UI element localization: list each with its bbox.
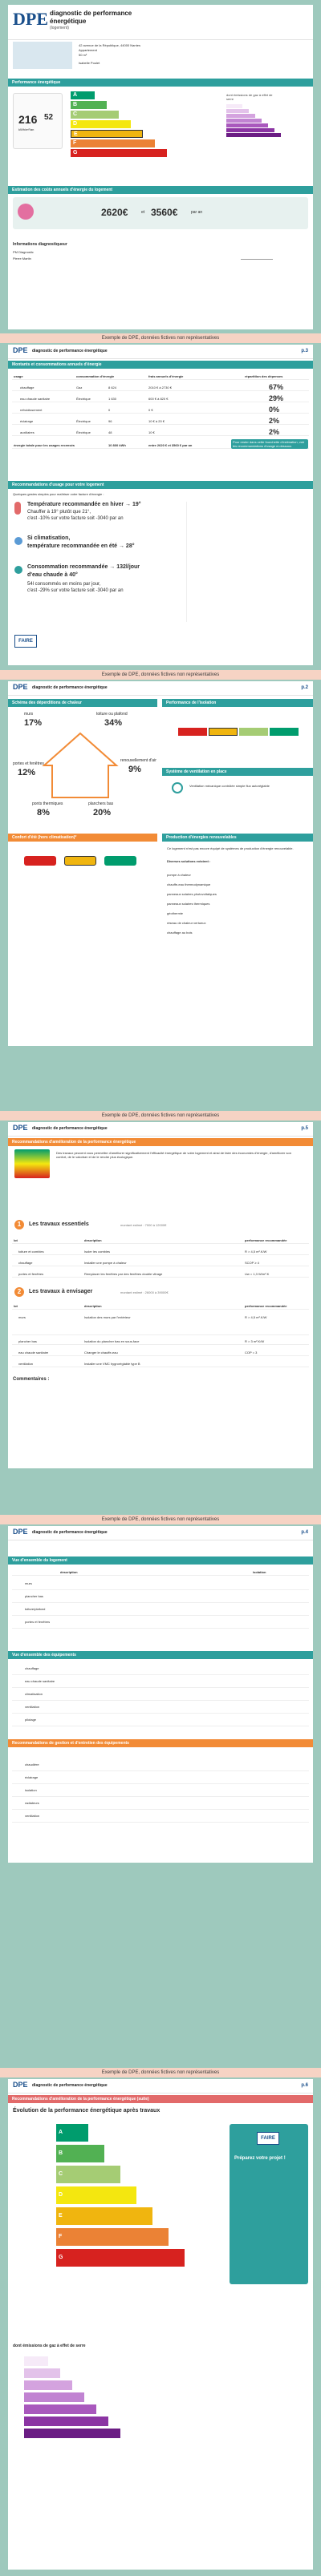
table-row: chauffage [12,1664,309,1675]
thermometer-icon [14,502,21,515]
section-consumption: Montants et consommations annuels d'énergie [8,361,313,369]
tip-heating: Température recommandée en hiver → 19° [27,502,141,507]
improvements-intro: Des travaux peuvent vous permettre d'améliorer significativement l'efficacité énergétique de votre logement et ainsi de faire des économies d'énergie, d'améliorer son confort, de le valoriser et de le rendre plus écologique. [56,1151,291,1159]
class-b-bar: B [56,2145,104,2162]
house-outline-icon [40,729,120,801]
step-1-badge: 1 [14,1220,24,1229]
roof-label: toiture ou plafond [96,712,128,717]
owner: Isabelle Poulet [79,61,100,65]
address: 42 avenue de la République, 44000 Nantes [79,43,140,47]
insulation-scale [178,717,299,749]
page-1 [8,5,313,329]
section-costs: Estimation des coûts annuels d'énergie du logement [8,186,313,194]
table-row: climatisation [12,1690,309,1701]
example-banner: Exemple de DPE, données fictives non représentatives [0,2068,321,2077]
example-banner: Exemple de DPE, données fictives non représentatives [0,1515,321,1524]
dpe-logo: DPE [13,683,28,691]
page-number: p.5 [301,1126,308,1131]
page-number: p.2 [301,685,308,690]
list-item: pompe à chaleur [167,873,191,877]
table-row: éclairage [12,1773,309,1784]
page-header [8,2079,313,2094]
comments-label: Commentaires : [13,1377,50,1382]
roof-pct: 34% [104,718,123,728]
section-losses: Schéma des déperditions de chaleur [8,699,157,707]
list-item: panneaux solaires thermiques [167,902,210,906]
bridges-label: ponts thermiques [32,801,63,806]
w1-amount: montant estimé : 7000 à 12000€ [120,1223,167,1227]
page-title: diagnostic de performance énergétique [32,1126,108,1131]
cost-sep: et [141,210,145,215]
dpe-logo: DPE [13,346,28,354]
table-row: ventilation [12,1702,309,1714]
w2-amount: montant estimé : 26000 à 39000€ [120,1290,169,1294]
class-f-bar: F [71,139,155,147]
tip-water-c: 54l consommés en moins par jour, [27,582,101,587]
table-row: eau chaude sanitaire Changer le chauffe-eau COP = 3 [12,1348,309,1356]
page-3 [8,681,313,1046]
house-diagram [40,729,120,801]
scale-graphic [14,1149,50,1178]
w1-title: Les travaux essentiels [29,1221,89,1227]
section-equipment: Vue d'ensemble des équipements [8,1651,313,1659]
fan-icon [172,782,183,793]
class-b-bar: B [71,101,107,109]
surface: 50 m² [79,53,87,57]
table-row: portes et fenêtres Remplacer les fenêtres par des fenêtres double vitrage Uw = 1,3 W/m².K [12,1270,309,1278]
dpe-logo: DPE [13,1528,28,1536]
property-info [79,43,207,66]
w2-header: lot description performance recommandée [12,1302,309,1310]
windows-pct: 12% [18,768,36,777]
tip-water: Consommation recommandée → 132l/jour [27,564,140,570]
ges-note: dont émissions de gaz à effet de serre [226,93,273,101]
cost-high: 3560€ [151,207,178,218]
example-banner: Exemple de DPE, données fictives non représentatives [0,1111,321,1120]
page-header [8,681,313,696]
signature [241,244,273,260]
table-row: ventilation Installer une VMC hygroréglable type B [12,1359,309,1367]
page-title: diagnostic de performance énergétique [50,10,132,25]
table-row: isolation [12,1786,309,1797]
table-row: pilotage [12,1715,309,1726]
example-banner: Exemple de DPE, données fictives non représentatives [0,670,321,680]
class-c-bar: C [71,111,119,119]
usage-intro: Quelques gestes simples pour maîtriser votre facture d'énergie : [13,492,104,496]
w2-title: Les travaux à envisager [29,1289,93,1294]
page-4 [8,1122,313,1468]
page-number: p.3 [301,349,308,353]
ges-value: 52 [44,113,54,122]
water-icon [14,566,22,574]
table-row: eau chaude sanitaire Électrique 1 630 600 € à 820 € 29% [12,394,309,402]
section-renewables: Production d'énergies renouvelables [162,834,313,842]
snowflake-icon [14,537,22,545]
table-row: auxiliaires Électrique 48 10 € 2% [12,428,309,436]
diag-info-title: Informations diagnostiqueur [13,242,67,247]
tip-water-d: c'est -29% sur votre facture soit -3040 par an [27,588,124,593]
page-title: diagnostic de performance énergétique [32,685,108,690]
bridges-pct: 8% [37,808,50,818]
table-row: portes et fenêtres [12,1617,309,1629]
page-number: p.4 [301,1530,308,1535]
table-row: chauffage Installer une pompe à chaleur SCOP ≥ 4 [12,1258,309,1266]
section-improvements: Recommandations d'amélioration de la performance énergétique [8,1138,313,1146]
property-type: Appartement [79,48,97,52]
list-item: réseau de chaleur vertueux [167,921,206,925]
evolution-scale [56,2124,217,2284]
building-photo [13,42,72,69]
dpe-logo: DPE [13,9,48,29]
diag-name: Pierre Martin [13,256,31,260]
list-item: chauffe-eau thermodynamique [167,882,211,886]
class-a-bar: A [71,91,95,99]
energy-unit: kWh/m²/an [18,127,35,131]
page-header [8,1526,313,1540]
page-title: diagnostic de performance énergétique [32,2083,108,2088]
class-g-bar: G [71,149,167,157]
project-panel [230,2124,308,2284]
tip-water-b: d'eau chaude à 40° [27,572,78,578]
class-a-bar: A [56,2124,88,2142]
tip-heating-a: Chauffer à 19° plutôt que 21°, [27,510,91,515]
section-ventilation: Système de ventilation en place [162,768,313,776]
table-row: radiateurs [12,1799,309,1810]
table-row: éclairage Électrique 96 10 € à 20 € 2% [12,417,309,425]
section-improvements-cont: Recommandations d'amélioration de la performance énergétique (suite) [8,2095,313,2103]
section-performance: Performance énergétique [8,79,313,87]
renew-intro: Ce logement n'est pas encore équipé de systèmes de production d'énergie renouvelable. [167,846,294,850]
class-d-bar: D [56,2186,136,2204]
overview-header: description isolation [12,1568,309,1576]
renew-types: Diverses solutions existent : [167,859,211,863]
summer-comfort-scale [24,850,144,874]
page-subtitle: (logement) [50,26,69,30]
renew-list [167,870,308,938]
energy-scale [71,91,207,180]
table-total: énergie totale pour les usages recensés 10 800 kWh entre 2620 € et 3560 € par an [12,441,309,449]
ges-label: dont émissions de gaz à effet de serre [13,2344,86,2348]
page-header [8,1122,313,1137]
page-header [8,5,313,40]
tips-column [186,502,307,622]
list-item: chauffage au bois [167,931,193,935]
page-title: diagnostic de performance énergétique [32,349,108,353]
class-e-bar: E [56,2207,152,2225]
tip-cooling: Si climatisation, [27,535,71,541]
dpe-logo: DPE [13,2081,28,2089]
ges-evolution-scale [24,2356,136,2445]
page-header [8,345,313,359]
table-row: eau chaude sanitaire [12,1677,309,1688]
cost-note: par an [191,210,203,215]
list-item: géothermie [167,911,184,915]
class-e-bar: E [71,130,143,138]
table-row: plancher bas Isolation du plancher bas en sous-face R > 3 m².K/W [12,1337,309,1345]
table-row: toiture et combles Isoler les combles R > 4,5 m².K/W [12,1247,309,1255]
section-overview: Vue d'ensemble du logement [8,1557,313,1565]
section-insulation: Performance de l'isolation [162,699,313,707]
cost-low: 2620€ [101,207,128,218]
air-label: renouvellement d'air [120,758,156,763]
list-item: panneaux solaires photovoltaïques [167,892,217,896]
table-row: chaudière [12,1760,309,1771]
project-title: Préparez votre projet ! [234,2156,286,2161]
section-summer-comfort: Confort d'été (hors climatisation)* [8,834,157,842]
class-f-bar: F [56,2228,169,2246]
table-row: toiture/plafond [12,1605,309,1616]
floor-pct: 20% [93,808,112,818]
windows-label: portes et fenêtres [13,761,44,766]
table-row: ventilation [12,1811,309,1823]
ventilation-value: Ventilation mécanique contrôlée simple flux autoréglable [189,784,270,788]
walls-label: murs [24,712,34,717]
ges-bars [226,104,307,137]
evolution-title: Évolution de la performance énergétique après travaux [13,2108,160,2114]
estimate-note: Pour rester dans cette fourchette d'estimation, voir les recommandations d'usage ci-dessous [231,439,308,449]
page-2 [8,345,313,665]
energy-value: 216 [18,113,38,126]
class-c-bar: C [56,2166,120,2183]
energy-box [13,93,63,149]
dpe-logo: DPE [13,1124,28,1132]
page-number: p.6 [301,2083,308,2088]
step-2-badge: 2 [14,1287,24,1297]
table-header: usage consommation d'énergie frais annuels d'énergie répartition des dépenses [12,372,309,380]
table-row: murs [12,1579,309,1590]
tip-cooling-b: température recommandée en été → 28° [27,543,135,549]
air-pct: 9% [128,765,141,774]
example-banner: Exemple de DPE, données fictives non représentatives [0,333,321,343]
floor-label: planchers bas [88,801,114,806]
section-maintenance: Recommandations de gestion et d'entretien des équipements [8,1739,313,1747]
w1-header: lot description performance recommandée [12,1236,309,1244]
section-usage: Recommandations d'usage pour votre logement [8,481,313,489]
page-6 [8,2079,313,2570]
page-5 [8,1526,313,1863]
diag-company: PM Diagnostic [13,250,34,254]
ges-scale [226,93,307,149]
class-g-bar: G [56,2249,185,2267]
table-row: murs Isolation des murs par l'extérieur R > 4,5 m².K/W [12,1313,309,1335]
piggy-icon [18,204,34,220]
table-row: chauffage Gaz 8 624 2010 € à 2730 € 67% [12,383,309,391]
consumption-table [8,372,313,468]
faire-logo: FAIRE [14,635,37,648]
costs-box [13,197,308,229]
faire-logo: FAIRE [257,2132,279,2145]
page-title: diagnostic de performance énergétique [32,1530,108,1535]
class-d-bar: D [71,120,131,128]
walls-pct: 17% [24,718,43,728]
tip-heating-b: c'est -10% sur votre facture soit -3040 par an [27,516,124,521]
table-row: refroidissement 0 0 € 0% [12,406,309,414]
table-row: plancher bas [12,1592,309,1603]
